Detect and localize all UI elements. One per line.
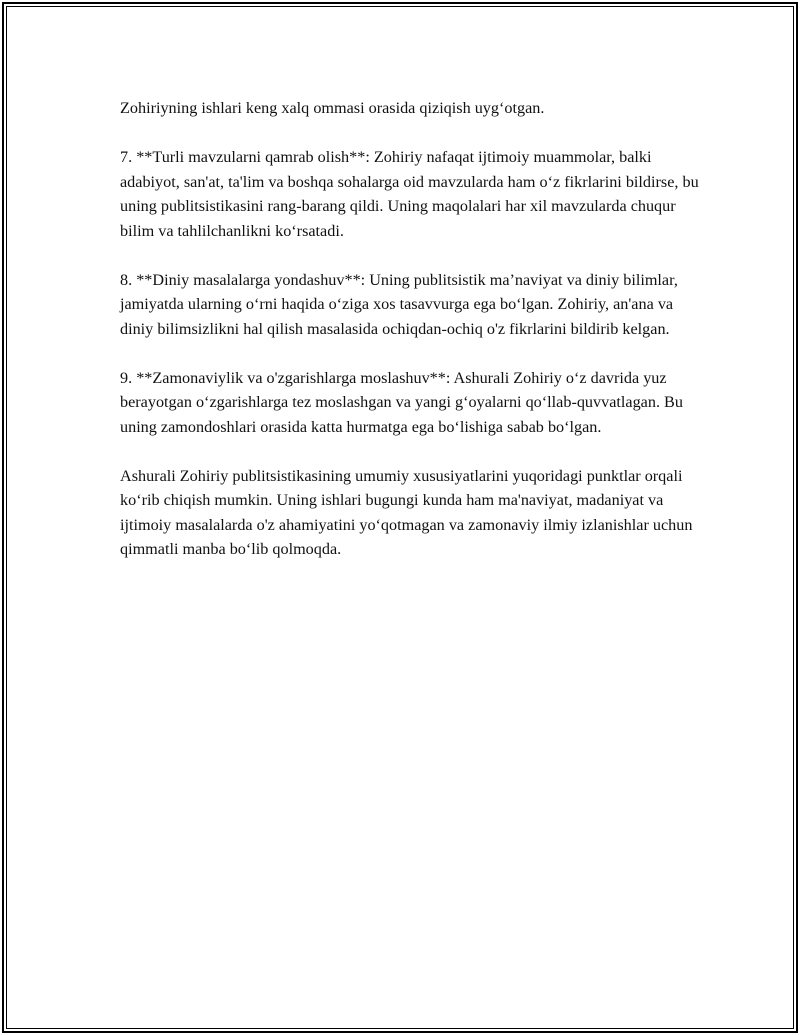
- page-border: [2, 2, 798, 1033]
- paragraph-intro: Zohiriyning ishlari keng xalq ommasi orasida qiziqish uyg‘otgan.: [120, 99, 545, 117]
- document-body: [120, 96, 700, 586]
- paragraph-item-8: 8. **Diniy masalalarga yondashuv**: Uning publitsistik ma’naviyat va diniy bilimlar, jamiyatda ularning o‘rni haqida o‘ziga xos tasavvurga ega bo‘lgan. Zohiriy, an'ana va diniy bilimsizlikni hal qilish masalasida ochiqdan-ochiq o'z fikrlarini bildirib kelgan.: [120, 270, 678, 338]
- paragraph-conclusion: Ashurali Zohiriy publitsistikasining umumiy xususiyatlarini yuqoridagi punktlar orqali ko‘rib chiqish mumkin. Uning ishlari bugungi kunda ham ma'naviyat, madaniyat va ijtimoiy masalalarda o'z ahamiyatini yo‘qotmagan va zamonaviy ilmiy izlanishlar uchun qimmatli manba bo‘lib qolmoqda.: [120, 466, 693, 558]
- paragraph-item-9: 9. **Zamonaviylik va o'zgarishlarga moslashuv**: Ashurali Zohiriy o‘z davrida yuz berayotgan o‘zgarishlarga tez moslashgan va yangi g‘oyalarni qo‘llab-quvvatlagan. Bu uning zamondoshlari orasida katta hurmatga ega bo‘lishiga sabab bo‘lgan.: [120, 368, 683, 436]
- paragraph-item-7: 7. **Turli mavzularni qamrab olish**: Zohiriy nafaqat ijtimoiy muammolar, balki adabiyot, san'at, ta'lim va boshqa sohalarga oid mavzularda ham o‘z fikrlarini bildirse, bu uning publitsistikasini rang-barang qildi. Uning maqolalari har xil mavzularda chuqur bilim va tahlilchanlikni ko‘rsatadi.: [120, 148, 699, 240]
